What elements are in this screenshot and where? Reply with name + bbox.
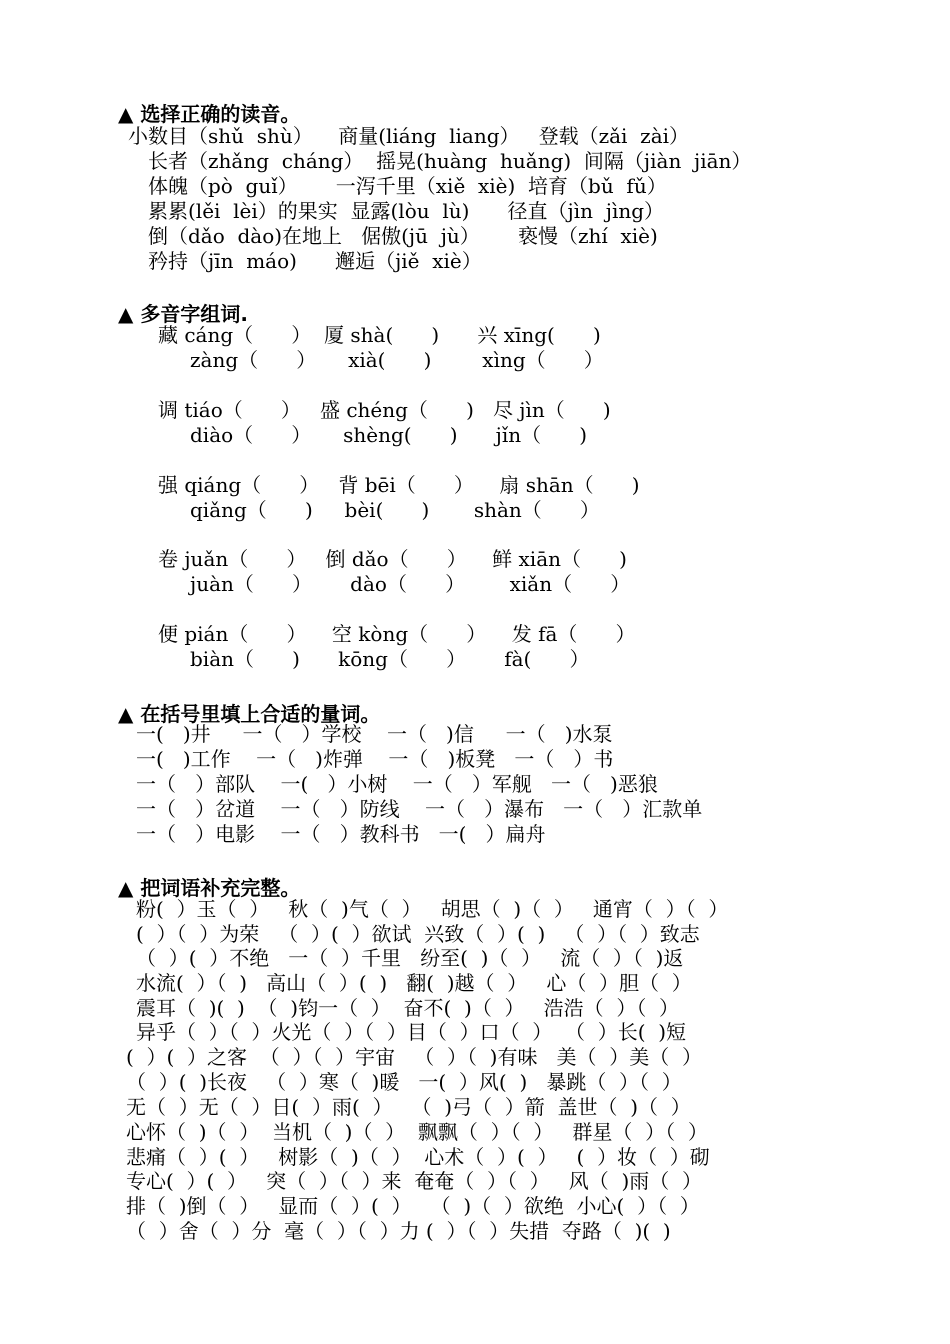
pronunciation-line: 小数目（shǔ shù） 商量(liáng liang） 登载（zǎi zài） [128,124,690,148]
measure-word-line: 一（ ）岔道 一（ ）防线 一（ ）瀑布 一（ ）汇款单 [136,797,703,821]
polyphone-line: juàn（ ） dào（ ） xiǎn（ ） [190,572,631,596]
section-heading-measure-words: ▲ 在括号里填上合适的量词。 [118,702,381,726]
idiom-line: 悲痛（ ）( ） 树影（ )（ ） 心术（ ）( ） ( ）妆（ ）砌 [126,1145,710,1169]
idiom-line: 异乎（ ）（ ）火光（ ）（ ）目（ ）口（ ） （ ）长( )短 [136,1020,687,1044]
idiom-line: ( ）（ ）为荣 （ ）( ）欲试 兴致（ ）( ) （ ）（ ）致志 [136,922,700,946]
pronunciation-line: 长者（zhǎng cháng） 摇晃(huàng huǎng) 间隔（jiàn jiān） [148,149,752,173]
idiom-line: （ ）( ）不绝 一（ ）千里 纷至( )（ ） 流（ ）（ )返 [136,946,684,970]
polyphone-line: zàng（ ） xià( ) xìng（ ） [190,348,604,372]
idiom-line: 无（ ）无（ ）日( ）雨( ） （ )弓（ ）箭 盖世（ )（ ） [126,1095,691,1119]
section-heading-pronunciation: ▲ 选择正确的读音。 [118,102,301,126]
polyphone-line: biàn（ ) kōng（ ） fà( ） [190,647,590,671]
idiom-line: （ ）舍（ ）分 毫（ ）（ ）力 ( ）（ ）失措 夺路（ )( ) [126,1219,671,1243]
idiom-line: 粉( ）玉（ ） 秋（ )气（ ） 胡思（ )（ ） 通宵（ ）（ ） [136,897,729,921]
idiom-line: 心怀（ )（ ） 当机（ )（ ） 飘飘（ ）（ ） 群星（ ）（ ） [126,1120,708,1144]
pronunciation-line: 倒（dǎo dào)在地上 倨傲(jū jù） 亵慢（zhí xiè) [148,224,658,248]
idiom-line: 震耳（ )( ) （ )钧一（ ） 奋不( )（ ） 浩浩（ ）（ ） [136,996,680,1020]
measure-word-line: 一( )工作 一（ )炸弹 一（ )板凳 一（ ）书 [136,747,614,771]
pronunciation-line: 累累(lěi lèi）的果实 显露(lòu lù) 径直（jìn jìng） [148,199,665,223]
measure-word-line: 一( )井 一（ ）学校 一（ )信 一（ )水泵 [136,722,613,746]
polyphone-line: 便 pián（ ） 空 kòng（ ） 发 fā（ ） [158,622,636,646]
polyphone-line: diào（ ） shèng( ) jǐn（ ) [190,423,588,447]
polyphone-line: qiǎng（ ) bèi( ) shàn（ ） [190,498,600,522]
pronunciation-line: 体魄（pò guǐ） 一泻千里（xiě xiè) 培育（bǔ fǔ） [148,174,667,198]
idiom-line: （ ）( )长夜 （ ）寒（ )暖 一( ）风( ) 暴跳（ ）（ ） [126,1070,682,1094]
idiom-line: 专心( ）( ） 突（ ）（ ）来 奄奄（ ）（ ） 风（ )雨（ ） [126,1169,702,1193]
measure-word-line: 一（ ）部队 一( ）小树 一（ ）军舰 一（ )恶狼 [136,772,658,796]
polyphone-line: 卷 juǎn（ ） 倒 dǎo（ ） 鲜 xiān（ ) [158,547,627,571]
section-heading-complete-idioms: ▲ 把词语补充完整。 [118,876,301,900]
idiom-line: 水流( ）（ ) 高山（ ）( ) 翻( )越（ ） 心（ ）胆（ ） [136,971,692,995]
polyphone-line: 藏 cáng（ ） 厦 shà( ) 兴 xīng( ) [158,323,601,347]
idiom-line: 排（ )倒（ ） 显而（ ）( ） （ )（ ）欲绝 小心( ）（ ） [126,1194,700,1218]
section-heading-polyphone: ▲ 多音字组词. [118,302,248,326]
polyphone-line: 调 tiáo（ ） 盛 chéng（ ) 尽 jìn（ ) [158,398,611,422]
polyphone-line: 强 qiáng（ ） 背 bēi（ ） 扇 shān（ ) [158,473,640,497]
measure-word-line: 一（ ）电影 一（ ）教科书 一( ）扁舟 [136,822,546,846]
pronunciation-line: 矜持（jīn máo) 邂逅（jiě xiè） [148,249,482,273]
idiom-line: ( ）( ）之客 （ ）（ ）宇宙 （ ）（ )有味 美（ ）美（ ） [126,1045,702,1069]
